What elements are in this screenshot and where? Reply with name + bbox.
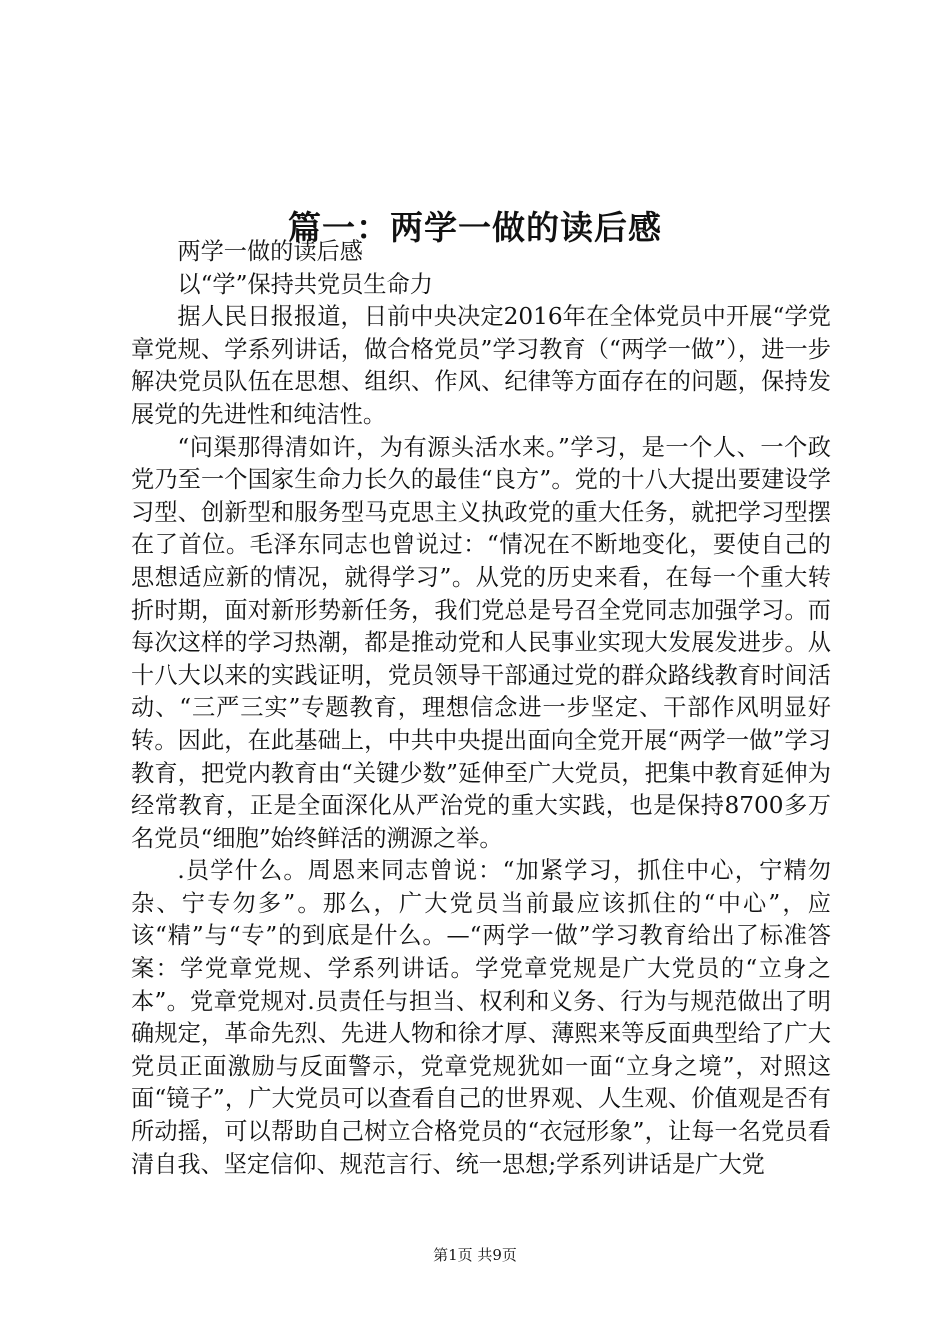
paragraph: “问渠那得清如许，为有源头活水来。”学习，是一个人、一个政党乃至一个国家生命力长久的最佳“良方”。党的十八大提出要建设学习型、创新型和服务型马克思主义执政党的重大任务，就把学习型摆在了首位。毛泽东同志也曾说过：“情况在不断地变化，要使自己的思想适应新的情况，就得学习”。从党的历史来看，在每一个重大转折时期，面对新形势新任务，我们党总是号召全党同志加强学习。而每次这样的学习热潮，都是推动党和人民事业实现大发展发进步。从十八大以来的实践证明，党员领导干部通过党的群众路线教育时间活动、“三严三实”专题教育，理想信念进一步坚定、干部作风明显好转。因此，在此基础上，中共中央提出面向全党开展“两学一做”学习教育，把党内教育由“关键少数”延伸至广大党员，把集中教育延伸为经常教育，正是全面深化从严治党的重大实践，也是保持8700多万名党员“细胞”始终鲜活的溯源之举。 — [131, 433, 831, 852]
paragraph-subtitle: 两学一做的读后感 — [177, 238, 363, 265]
paragraph-heading: 以“学”保持共党员生命力 — [177, 270, 433, 298]
page-number-footer: 第1页 共9页 — [433, 1246, 517, 1264]
document-body — [131, 236, 831, 1181]
paragraph: .员学什么。周恩来同志曾说：“加紧学习，抓住中心，宁精勿杂、宁专勿多”。那么，广大党员当前最应该抓住的“中心”，应该“精”与“专”的到底是什么。—“两学一做”学习教育给出了标准答案：学党章党规、学系列讲话。学党章党规是广大党员的“立身之本”。党章党规对.员责任与担当、权利和义务、行为与规范做出了明确规定，革命先烈、先进人物和徐才厚、薄熙来等反面典型给了广大党员正面激励与反面警示，党章党规犹如一面“立身之境”，对照这面“镜子”，广大党员可以查看自己的世界观、人生观、价值观是否有所动摇，可以帮助自己树立合格党员的“衣冠形象”，让每一名党员看清自我、坚定信仰、规范言行、统一思想;学系列讲话是广大党 — [131, 857, 831, 1178]
document-title: 篇一：两学一做的读后感 — [288, 208, 662, 248]
paragraph: 据人民日报报道，日前中央决定2016年在全体党员中开展“学党章党规、学系列讲话，做合格党员”学习教育（“两学一做”），进一步解决党员队伍在思想、组织、作风、纪律等方面存在的问题，保持发展党的先进性和纯洁性。 — [131, 303, 831, 428]
